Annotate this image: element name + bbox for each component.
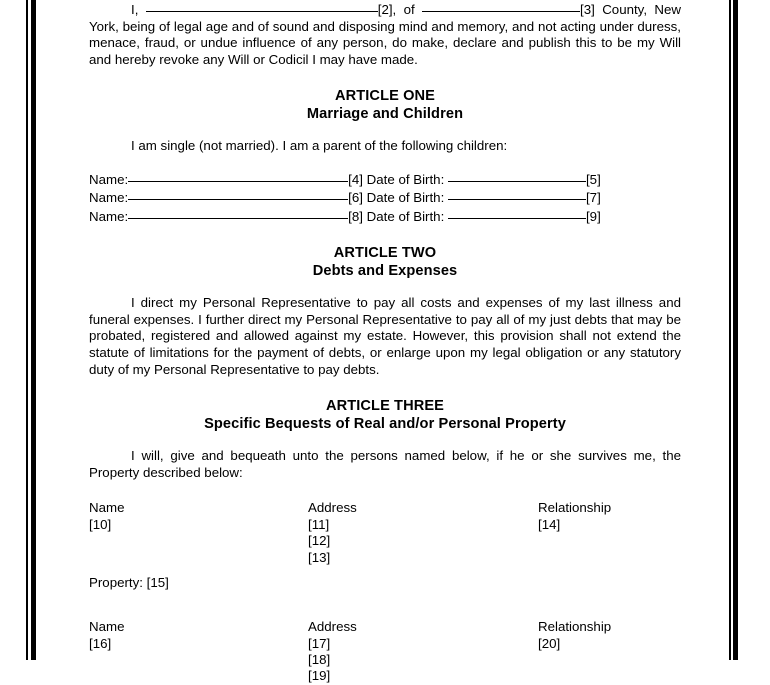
spacer: [89, 378, 681, 397]
bequest-relationship-tag: [14]: [538, 516, 561, 532]
county-blank[interactable]: [422, 0, 580, 12]
child-dob-blank[interactable]: [448, 207, 586, 219]
bequest-relationship-tag: [20]: [538, 635, 561, 651]
child-row: [89, 188, 681, 206]
spacer: [89, 566, 681, 575]
article-three-body-text: I will, give and bequeath unto the persons named below, if he or she survives me, the Property described below:: [89, 448, 681, 480]
page-border-right: [729, 0, 740, 660]
bequest-header-row: [89, 500, 681, 516]
page-border-left-thin-rule: [26, 0, 28, 660]
article-one-heading: ARTICLE ONE: [334, 88, 435, 105]
child-row: [89, 207, 681, 225]
spacer: [89, 433, 681, 448]
child-name-label: Name:: [89, 208, 129, 224]
testator-name-tag: [2]: [377, 2, 393, 17]
page-border-right-thick-rule: [733, 0, 738, 660]
child-name-label: Name:: [89, 190, 129, 206]
spacer: [89, 155, 681, 170]
intro-line-start: I,: [131, 2, 139, 17]
bequest-name-tag: [16]: [89, 635, 112, 651]
bequest-row: [89, 517, 681, 533]
marriage-status-statement: [89, 138, 681, 155]
child-dob-tag: [9]: [585, 208, 601, 224]
bequest-address-tag: [12]: [308, 533, 331, 549]
column-header-address: Address: [308, 619, 357, 635]
column-header-relationship: Relationship: [538, 500, 612, 516]
article-three-subheading: Specific Bequests of Real and/or Personal Property: [204, 416, 566, 433]
child-name-tag: [4]: [348, 171, 363, 187]
child-name-tag: [8]: [348, 208, 363, 224]
spacer: [89, 123, 681, 138]
bequest-row: [89, 636, 681, 652]
document-content: [89, 0, 681, 684]
child-dob-tag: [5]: [585, 171, 601, 187]
bequest-header-row: [89, 619, 681, 635]
child-dob-label: Date of Birth:: [366, 208, 445, 224]
column-header-relationship: Relationship: [538, 619, 612, 635]
bequest-block-1: [89, 500, 681, 591]
bequest-row: [89, 533, 681, 549]
article-one-subheading: Marriage and Children: [306, 106, 464, 123]
child-dob-label: Date of Birth:: [366, 171, 445, 187]
bequest-address-tag: [19]: [308, 668, 331, 684]
child-name-blank[interactable]: [128, 207, 348, 219]
page-border-left: [26, 0, 37, 660]
child-row: [89, 170, 681, 188]
child-name-blank[interactable]: [128, 170, 348, 182]
county-tag: [3]: [580, 2, 595, 17]
property-tag: [15]: [146, 574, 169, 590]
bequest-property-row: [89, 575, 681, 591]
article-one-heading-block: [89, 87, 681, 123]
column-header-name: Name: [89, 500, 125, 516]
page-border-left-thick-rule: [31, 0, 36, 660]
bequest-address-tag: [11]: [308, 516, 330, 532]
testator-name-blank[interactable]: [146, 0, 378, 12]
column-header-address: Address: [308, 500, 357, 516]
bequest-address-tag: [18]: [308, 652, 331, 668]
spacer: [89, 280, 681, 295]
intro-after-name: , of: [392, 2, 415, 17]
spacer: [89, 610, 681, 619]
article-two-heading-block: [89, 244, 681, 280]
child-name-label: Name:: [89, 171, 129, 187]
child-dob-blank[interactable]: [448, 188, 586, 200]
page-border-right-thin-rule: [729, 0, 731, 660]
bequest-row: [89, 550, 681, 566]
bequest-row: [89, 668, 681, 684]
marriage-status-text: I am single (not married). I am a parent of the following children:: [131, 138, 508, 154]
property-label: Property:: [89, 574, 143, 590]
bequest-row: [89, 652, 681, 668]
bequest-block-2: [89, 619, 681, 685]
spacer: [89, 225, 681, 244]
child-name-blank[interactable]: [128, 188, 348, 200]
child-dob-blank[interactable]: [448, 170, 586, 182]
children-list: [89, 170, 681, 225]
article-two-subheading: Debts and Expenses: [312, 263, 458, 280]
article-two-heading: ARTICLE TWO: [333, 245, 437, 262]
article-two-paragraph: [89, 295, 681, 378]
child-dob-label: Date of Birth:: [366, 190, 445, 206]
child-dob-tag: [7]: [585, 190, 601, 206]
article-three-heading: ARTICLE THREE: [325, 398, 445, 415]
intro-body-text: County, New York, being of legal age and of sound and disposing mind and memory, and not acting under duress, menace, fraud, or undue influence of any person, do make, declare and publish this to be my Will and hereby revoke any Will or Codicil I may have made.: [89, 2, 681, 67]
opening-declaration-paragraph: [89, 0, 681, 68]
bequest-address-tag: [13]: [308, 549, 331, 565]
child-name-tag: [6]: [348, 190, 363, 206]
spacer: [89, 591, 681, 610]
spacer: [89, 68, 681, 87]
article-two-body-text: I direct my Personal Representative to pay all costs and expenses of my last illness and funeral expenses. I further direct my Personal Representative to pay all of my just debts that may be probated, registered and allowed against my estate. However, this provision shall not extend the statute of limitations for the payment of debts, or enlarge upon my legal obligation or any statutory duty of my Personal Representative to pay debts.: [89, 295, 681, 377]
article-three-heading-block: [89, 397, 681, 433]
bequest-address-tag: [17]: [308, 635, 331, 651]
bequest-name-tag: [10]: [89, 516, 112, 532]
column-header-name: Name: [89, 619, 125, 635]
article-three-paragraph: [89, 448, 681, 481]
spacer: [89, 481, 681, 500]
